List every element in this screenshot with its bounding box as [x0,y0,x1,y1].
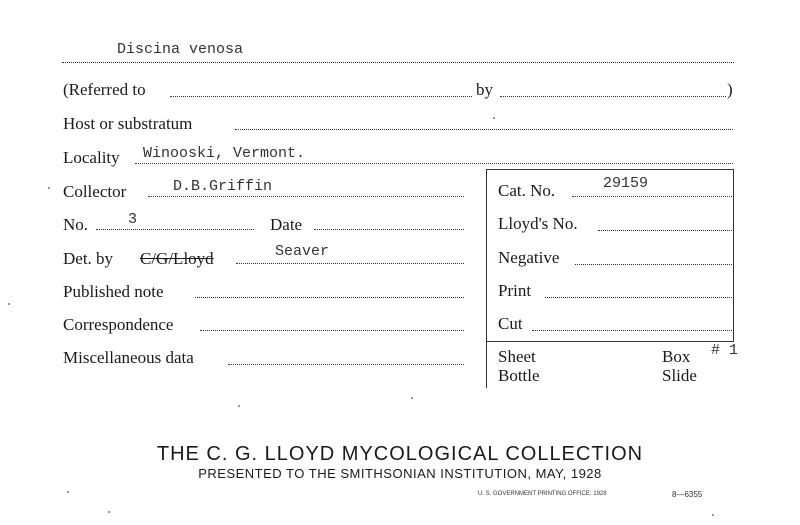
collector-label: Collector [63,182,127,201]
scan-speck [411,397,413,399]
locality-line [135,163,733,164]
det-by-struck-name: C/G/Lloyd [140,249,214,268]
published-note-label: Published note [63,282,164,301]
bottle-label: Bottle [498,366,540,385]
collector-value: D.B.Griffin [173,178,273,195]
no-label: No. [63,215,89,234]
by-line [500,96,726,97]
scan-speck [493,117,495,119]
correspondence-line [200,330,464,331]
box-value: # 1 [711,342,739,359]
slide-label: Slide [662,366,697,385]
by-label: by [476,80,493,99]
print-line [545,297,732,298]
locality-value: Winooski, Vermont. [143,145,306,162]
catalog-box-left [486,169,487,388]
scan-speck [67,491,69,493]
det-by-label: Det. by [63,249,114,268]
sheet-label: Sheet [498,347,536,366]
catalog-box-right [733,169,734,341]
printer-note: U. S. GOVERNMENT PRINTING OFFICE: 1928 [478,491,607,497]
scan-speck [108,511,110,513]
negative-label: Negative [498,248,560,267]
det-by-value: Seaver [275,243,330,260]
form-number: 8—6355 [672,490,703,499]
cat-no-value: 29159 [603,175,649,192]
box-label: Box [662,347,691,366]
correspondence-label: Correspondence [63,315,174,334]
species-line [62,62,734,63]
det-by-line [236,263,464,264]
scan-speck [48,187,50,189]
collector-line [148,196,464,197]
print-label: Print [498,281,532,300]
lloyds-no-line [598,230,732,231]
date-line [314,229,464,230]
referred-to-label: (Referred to [63,80,146,99]
scan-speck [712,514,714,516]
catalog-box-divider [486,341,734,342]
host-line [235,129,733,130]
scan-speck [238,405,240,407]
collection-title: THE C. G. LLOYD MYCOLOGICAL COLLECTION [156,443,644,465]
host-label: Host or substratum [63,114,193,133]
cut-label: Cut [498,314,523,333]
lloyds-no-label: Lloyd's No. [498,214,578,233]
locality-label: Locality [63,148,120,167]
cat-no-label: Cat. No. [498,181,556,200]
cat-no-line [572,196,732,197]
no-line [96,229,254,230]
date-label: Date [270,215,303,234]
no-value: 3 [128,211,138,228]
cut-line [532,330,732,331]
close-paren: ) [727,80,733,99]
catalog-box-top [486,169,734,170]
species-name: Discina venosa [117,41,244,58]
scan-speck [8,303,10,305]
negative-line [575,264,732,265]
misc-data-line [228,364,464,365]
collection-subtitle: PRESENTED TO THE SMITHSONIAN INSTITUTION, MAY, 1928 [198,466,602,481]
published-note-line [195,297,464,298]
referred-to-line [170,96,472,97]
misc-data-label: Miscellaneous data [63,348,194,367]
